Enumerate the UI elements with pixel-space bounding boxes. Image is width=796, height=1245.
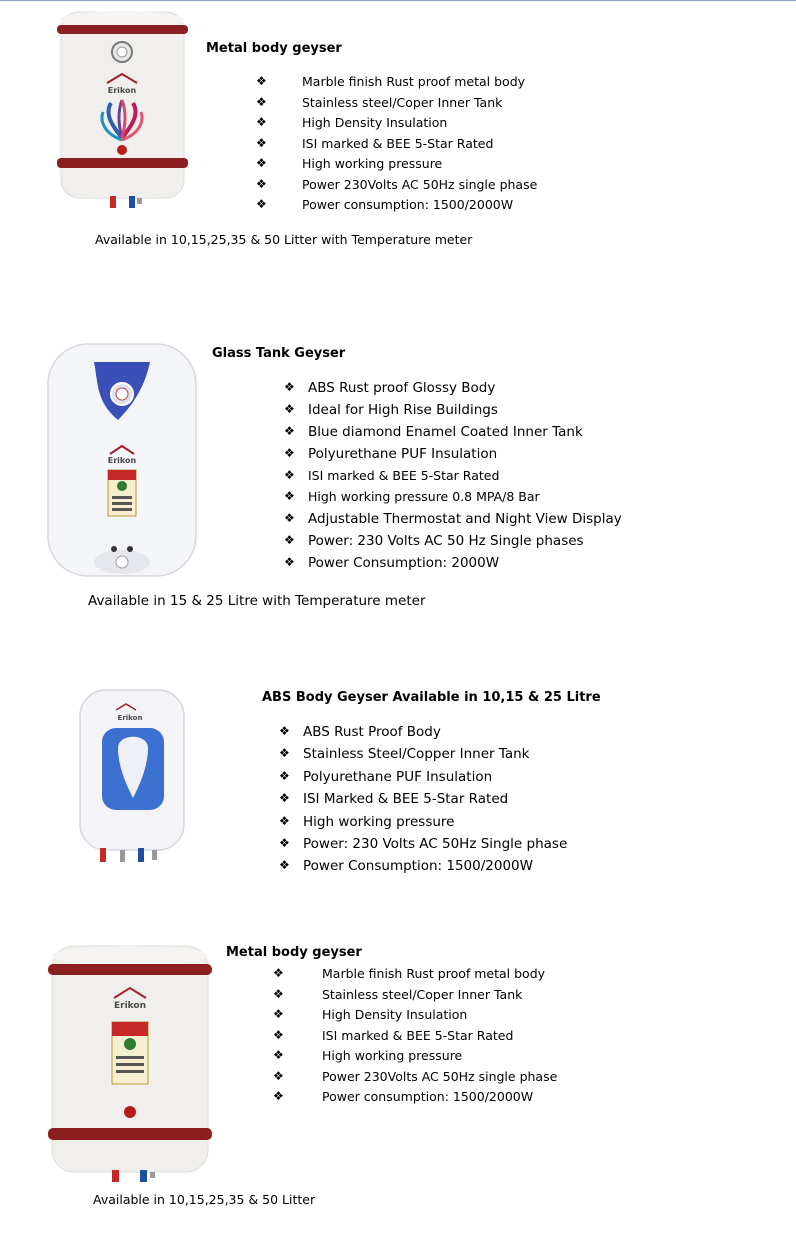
svg-text:Erikon: Erikon [107,456,137,465]
diamond-bullet-icon: ❖ [256,74,267,88]
diamond-bullet-icon: ❖ [273,966,284,980]
availability-text: Available in 15 & 25 Litre with Temperature meter [88,593,426,609]
feature-item: ❖ Power consumption: 1500/2000W [256,197,514,212]
feature-item: ❖ ISI marked & BEE 5-Star Rated [273,1027,514,1043]
product-title: ABS Body Geyser Available in 10,15 & 25 Litre [262,690,601,705]
diamond-bullet-icon: ❖ [256,156,267,170]
feature-item: ❖ Stainless Steel/Copper Inner Tank [279,746,530,763]
diamond-bullet-icon: ❖ [273,1007,284,1021]
feature-item: ❖ High working pressure [279,813,455,830]
diamond-bullet-icon: ❖ [279,768,290,783]
feature-item: ❖ Power: 230 Volts AC 50Hz Single phase [279,835,568,852]
feature-item: ❖ Ideal for High Rise Buildings [284,401,498,418]
feature-item: ❖ ABS Rust proof Glossy Body [284,380,496,396]
metal-geyser-image [55,8,190,213]
diamond-bullet-icon: ❖ [284,511,295,526]
diamond-bullet-icon: ❖ [273,986,284,1001]
feature-item: ❖ ABS Rust Proof Body [279,724,441,740]
feature-item: ❖ High Density Insulation [256,115,448,130]
feature-item: ❖ Power consumption: 1500/2000W [273,1089,534,1104]
diamond-bullet-icon: ❖ [256,176,267,191]
feature-item: ❖ Power: 230 Volts AC 50 Hz Single phases [284,533,584,550]
diamond-bullet-icon: ❖ [284,489,295,504]
svg-text:Erikon: Erikon [113,1001,147,1011]
diamond-bullet-icon: ❖ [284,555,295,570]
feature-item: ❖ High working pressure [256,156,443,171]
metal-geyser-image [46,942,214,1186]
diamond-bullet-icon: ❖ [284,533,295,548]
feature-item: ❖ High working pressure [273,1048,463,1063]
availability-text: Available in 10,15,25,35 & 50 Litter with Temperature meter [95,232,473,247]
feature-item: ❖ ISI marked & BEE 5-Star Rated [256,135,494,151]
svg-text:Erikon: Erikon [107,86,137,95]
feature-list [284,380,622,577]
diamond-bullet-icon: ❖ [256,135,267,150]
feature-item: ❖ High working pressure 0.8 MPA/8 Bar [284,489,540,505]
diamond-bullet-icon: ❖ [284,401,295,416]
diamond-bullet-icon: ❖ [279,791,290,806]
diamond-bullet-icon: ❖ [279,835,290,850]
feature-item: ❖ High Density Insulation [273,1007,468,1022]
feature-item: ❖ Polyurethane PUF Insulation [279,768,493,785]
diamond-bullet-icon: ❖ [273,1068,284,1083]
feature-item: ❖ Power Consumption: 2000W [284,555,500,572]
feature-item: ❖ Polyurethane PUF Insulation [284,445,498,462]
feature-item: ❖ Power Consumption: 1500/2000W [279,858,533,875]
feature-item: ❖ Power 230Volts AC 50Hz single phase [256,176,538,192]
feature-item: ❖ Power 230Volts AC 50Hz single phase [273,1068,558,1084]
diamond-bullet-icon: ❖ [284,380,295,394]
feature-item: ❖ Stainless steel/Coper Inner Tank [273,986,523,1002]
feature-item: ❖ Stainless steel/Coper Inner Tank [256,94,503,110]
feature-item: ❖ ISI marked & BEE 5-Star Rated [284,467,500,483]
diamond-bullet-icon: ❖ [273,1089,284,1103]
top-border-line [0,0,796,1]
diamond-bullet-icon: ❖ [256,94,267,109]
diamond-bullet-icon: ❖ [256,197,267,211]
feature-list [256,74,537,218]
product-title: Metal body geyser [206,41,342,56]
availability-text: Available in 10,15,25,35 & 50 Litter [93,1192,316,1207]
diamond-bullet-icon: ❖ [279,813,290,828]
feature-item: ❖ Adjustable Thermostat and Night View Display [284,511,622,528]
feature-item: ❖ ISI Marked & BEE 5-Star Rated [279,791,509,808]
feature-list [273,966,557,1110]
diamond-bullet-icon: ❖ [279,724,290,738]
glass-tank-geyser-image [46,342,198,578]
product-title: Metal body geyser [226,945,362,960]
feature-item: ❖ Blue diamond Enamel Coated Inner Tank [284,423,583,440]
diamond-bullet-icon: ❖ [279,746,290,761]
diamond-bullet-icon: ❖ [273,1048,284,1062]
feature-list [279,724,567,881]
feature-item: ❖ Marble finish Rust proof metal body [273,966,546,981]
diamond-bullet-icon: ❖ [284,423,295,438]
product-title: Glass Tank Geyser [212,346,346,361]
feature-item: ❖ Marble finish Rust proof metal body [256,74,526,89]
diamond-bullet-icon: ❖ [256,115,267,129]
diamond-bullet-icon: ❖ [284,467,295,482]
abs-geyser-image [76,688,188,868]
diamond-bullet-icon: ❖ [279,858,290,873]
diamond-bullet-icon: ❖ [284,445,295,460]
diamond-bullet-icon: ❖ [273,1027,284,1042]
svg-text:Erikon: Erikon [117,714,143,722]
